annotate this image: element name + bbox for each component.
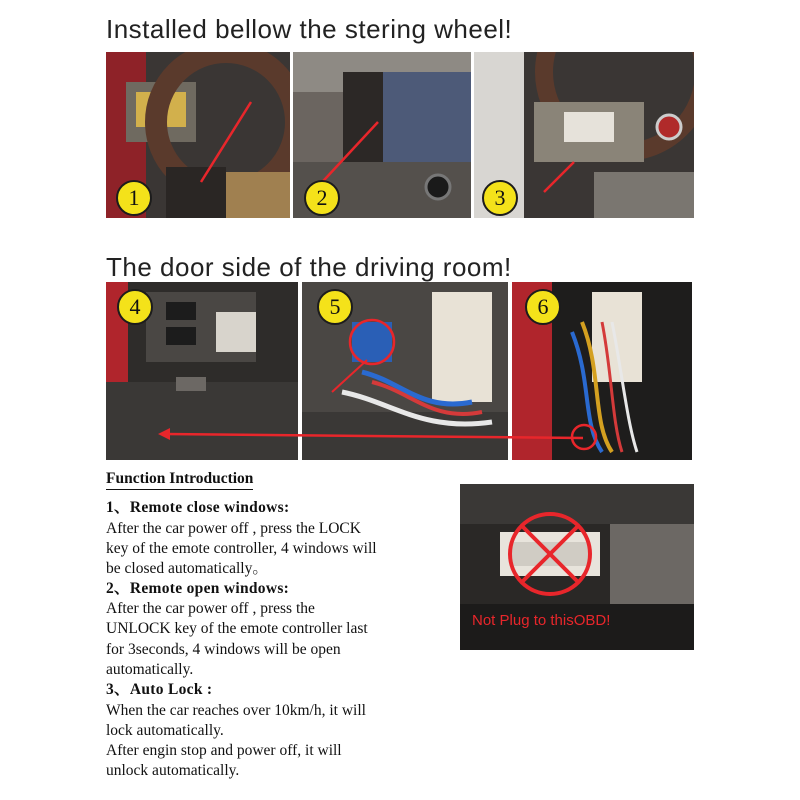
function-line: After engin stop and power off, it will xyxy=(106,742,342,759)
function-line: UNLOCK key of the emote controller last xyxy=(106,620,368,637)
function-title: Function Introduction xyxy=(106,470,253,490)
function-heading-2: 2、Remote open windows: xyxy=(106,580,290,597)
function-heading-1: 1、Remote close windows: xyxy=(106,499,290,516)
photo-obd-warning xyxy=(460,484,694,650)
function-line: unlock automatically. xyxy=(106,762,240,779)
step-badge-2: 2 xyxy=(304,180,340,216)
step-badge-5: 5 xyxy=(317,289,353,325)
function-line: for 3seconds, 4 windows will be open xyxy=(106,641,341,658)
function-line: After the car power off , press the xyxy=(106,600,315,617)
heading-door-side: The door side of the driving room! xyxy=(106,252,512,282)
step-badge-1: 1 xyxy=(116,180,152,216)
function-line: lock automatically. xyxy=(106,722,224,739)
function-line: automatically. xyxy=(106,661,194,678)
function-line: After the car power off , press the LOCK xyxy=(106,520,361,537)
heading-install-location: Installed bellow the stering wheel! xyxy=(106,14,513,44)
function-line: When the car reaches over 10km/h, it will xyxy=(106,702,366,719)
function-heading-3: 3、Auto Lock : xyxy=(106,681,213,698)
step-badge-6: 6 xyxy=(525,289,561,325)
function-line: be closed automatically。 xyxy=(106,560,268,577)
step-badge-3: 3 xyxy=(482,180,518,216)
function-line: key of the emote controller, 4 windows will xyxy=(106,540,377,557)
step-badge-4: 4 xyxy=(117,289,153,325)
obd-warning-text: Not Plug to thisOBD! xyxy=(472,612,611,629)
